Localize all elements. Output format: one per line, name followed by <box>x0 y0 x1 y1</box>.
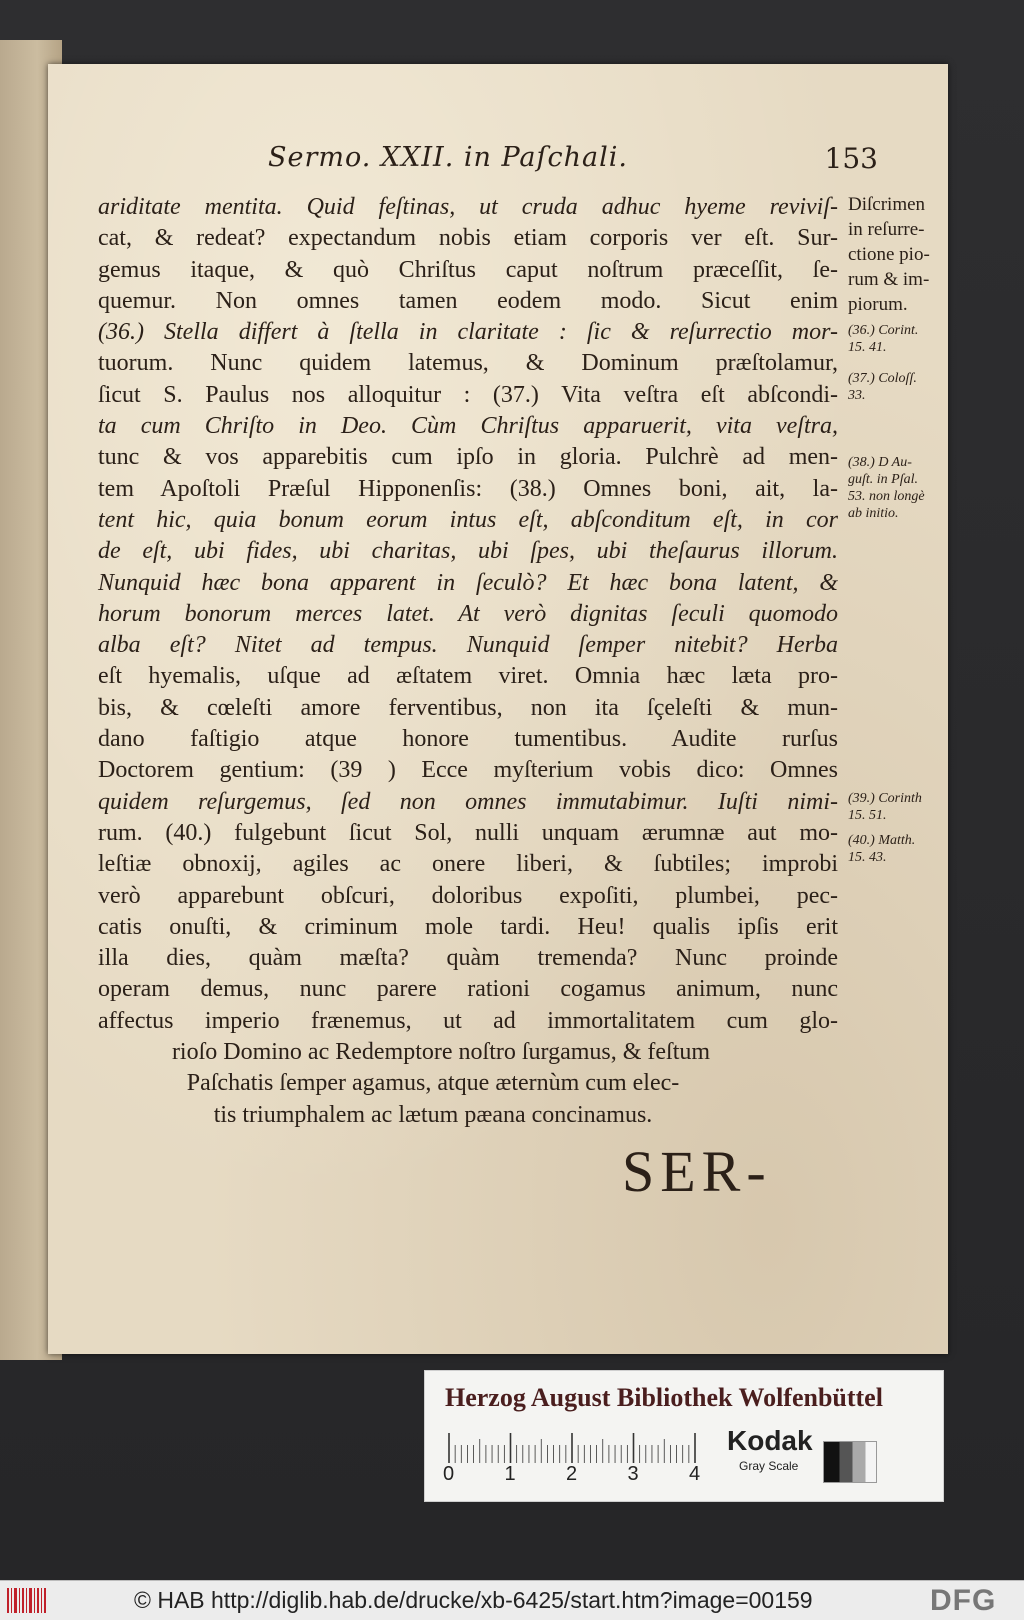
margin-note: (39.) Corinth 15. 51. <box>848 791 922 823</box>
margin-note: (37.) Coloſſ. 33. <box>848 371 917 403</box>
dfg-logo: DFG <box>930 1584 997 1617</box>
kodak-subtitle: Gray Scale <box>739 1459 799 1473</box>
library-name: Herzog August Bibliothek Wolfenbüttel <box>445 1383 883 1412</box>
margin-note: Diſcrimen in reſurre- ctione pio- rum & im- piorum. <box>848 194 930 315</box>
text-line: gemus itaque, & quò Chriſtus caput noſtrum præceſſit, ſe- <box>98 256 838 283</box>
text-line: de eſt, ubi fides, ubi charitas, ubi ſpes, ubi theſaurus illorum. <box>98 538 838 565</box>
ruler-number: 3 <box>627 1463 639 1485</box>
margin-note: (38.) D Au- guſt. in Pſal. 53. non longè ab initio. <box>848 455 925 521</box>
text-line: (36.) Stella differt à ſtella in claritate : ſic & reſurrectio mor- <box>98 319 838 346</box>
source-url[interactable]: © HAB http://diglib.hab.de/drucke/xb-6425/start.htm?image=00159 <box>134 1587 813 1613</box>
running-head <box>268 142 928 182</box>
text-line: illa dies, quàm mæſta? quàm tremenda? Nunc proinde <box>98 945 838 972</box>
text-line: cat, & redeat? expectandum nobis etiam corporis ver eſt. Sur- <box>98 225 838 252</box>
book-page <box>48 64 948 1354</box>
text-line: operam demus, nunc parere rationi cogamus animum, nunc <box>98 976 838 1003</box>
ruler-number: 0 <box>443 1463 455 1485</box>
margin-note: (40.) Matth. 15. 43. <box>848 833 916 865</box>
text-line: leſtiæ obnoxij, agiles ac onere liberi, & ſubtiles; improbi <box>98 851 838 878</box>
ruler-number: 4 <box>689 1463 701 1485</box>
text-line: quidem reſurgemus, ſed non omnes immutabimur. Iuſti nimi- <box>98 788 838 815</box>
text-line: verò apparebunt obſcuri, doloribus expoſiti, plumbei, pec- <box>98 882 838 909</box>
text-line: ſicut S. Paulus nos alloquitur : (37.) Vita veſtra eſt abſcondi- <box>98 381 838 408</box>
margin-note: (36.) Corint. 15. 41. <box>848 323 919 355</box>
text-line: dano faſtigio atque honore tumentibus. Audite rurſus <box>98 726 838 753</box>
catchword: SER- <box>622 1139 772 1204</box>
text-line: tuorum. Nunc quidem latemus, & Dominum præſtolamur, <box>98 350 838 377</box>
page-number: 153 <box>824 142 878 175</box>
ruler-numbers <box>443 1463 713 1487</box>
ruler-ticks <box>443 1431 713 1465</box>
text-line: tem Apoſtoli Præſul Hipponenſis: (38.) Omnes boni, ait, la- <box>98 475 838 502</box>
text-line: Doctorem gentium: (39 ) Ecce myſterium vobis dico: Omnes <box>98 757 838 784</box>
running-title: Sermo. XXII. in Paſchali. <box>268 142 628 173</box>
text-line: bis, & cœleſti amore ferventibus, non ita ſçeleſti & mun- <box>98 694 838 721</box>
text-line: tent hic, quia bonum eorum intus eſt, abſconditum eſt, in cor <box>98 506 838 533</box>
text-line: horum bonorum merces latet. At verò dignitas ſeculi quomodo <box>98 600 838 627</box>
footer-bar <box>0 1580 1024 1620</box>
text-line: Nunquid hæc bona apparent in ſeculò? Et hæc bona latent, & <box>98 569 838 596</box>
ruler-number: 2 <box>566 1463 578 1485</box>
text-line: Paſchatis ſemper agamus, atque æternùm cum elec- <box>186 1070 680 1097</box>
text-line: eſt hyemalis, uſque ad æſtatem viret. Omnia hæc læta pro- <box>98 663 838 690</box>
text-line: ariditate mentita. Quid feſtinas, ut cruda adhuc hyeme reviviſ- <box>98 194 838 220</box>
barcode-icon <box>6 1585 48 1616</box>
text-line: catis onuſti, & criminum mole tardi. Heu! qualis ipſis erit <box>98 913 838 940</box>
body-text <box>98 192 838 1131</box>
text-line: alba eſt? Nitet ad tempus. Nunquid ſemper nitebit? Herba <box>98 632 838 659</box>
gray-scale-swatch <box>823 1441 877 1483</box>
text-line: tis triumphalem ac lætum pæana concinamus. <box>213 1101 653 1128</box>
scale-ruler <box>443 1431 713 1487</box>
text-line: rioſo Domino ac Redemptore noſtro ſurgamus, & feſtum <box>171 1039 711 1066</box>
library-color-card <box>424 1370 944 1502</box>
text-line: tunc & vos apparebitis cum ipſo in gloria. Pulchrè ad men- <box>98 444 838 471</box>
text-line: rum. (40.) fulgebunt ſicut Sol, nulli unquam ærumnæ aut mo- <box>98 819 838 846</box>
text-line: ta cum Chriſto in Deo. Cùm Chriſtus apparuerit, vita veſtra, <box>98 413 838 440</box>
kodak-logo: Kodak <box>727 1425 813 1456</box>
text-line: quemur. Non omnes tamen eodem modo. Sicut enim <box>98 287 838 314</box>
ruler-number: 1 <box>504 1463 516 1485</box>
text-line: affectus imperio frænemus, ut ad immortalitatem cum glo- <box>98 1007 838 1034</box>
